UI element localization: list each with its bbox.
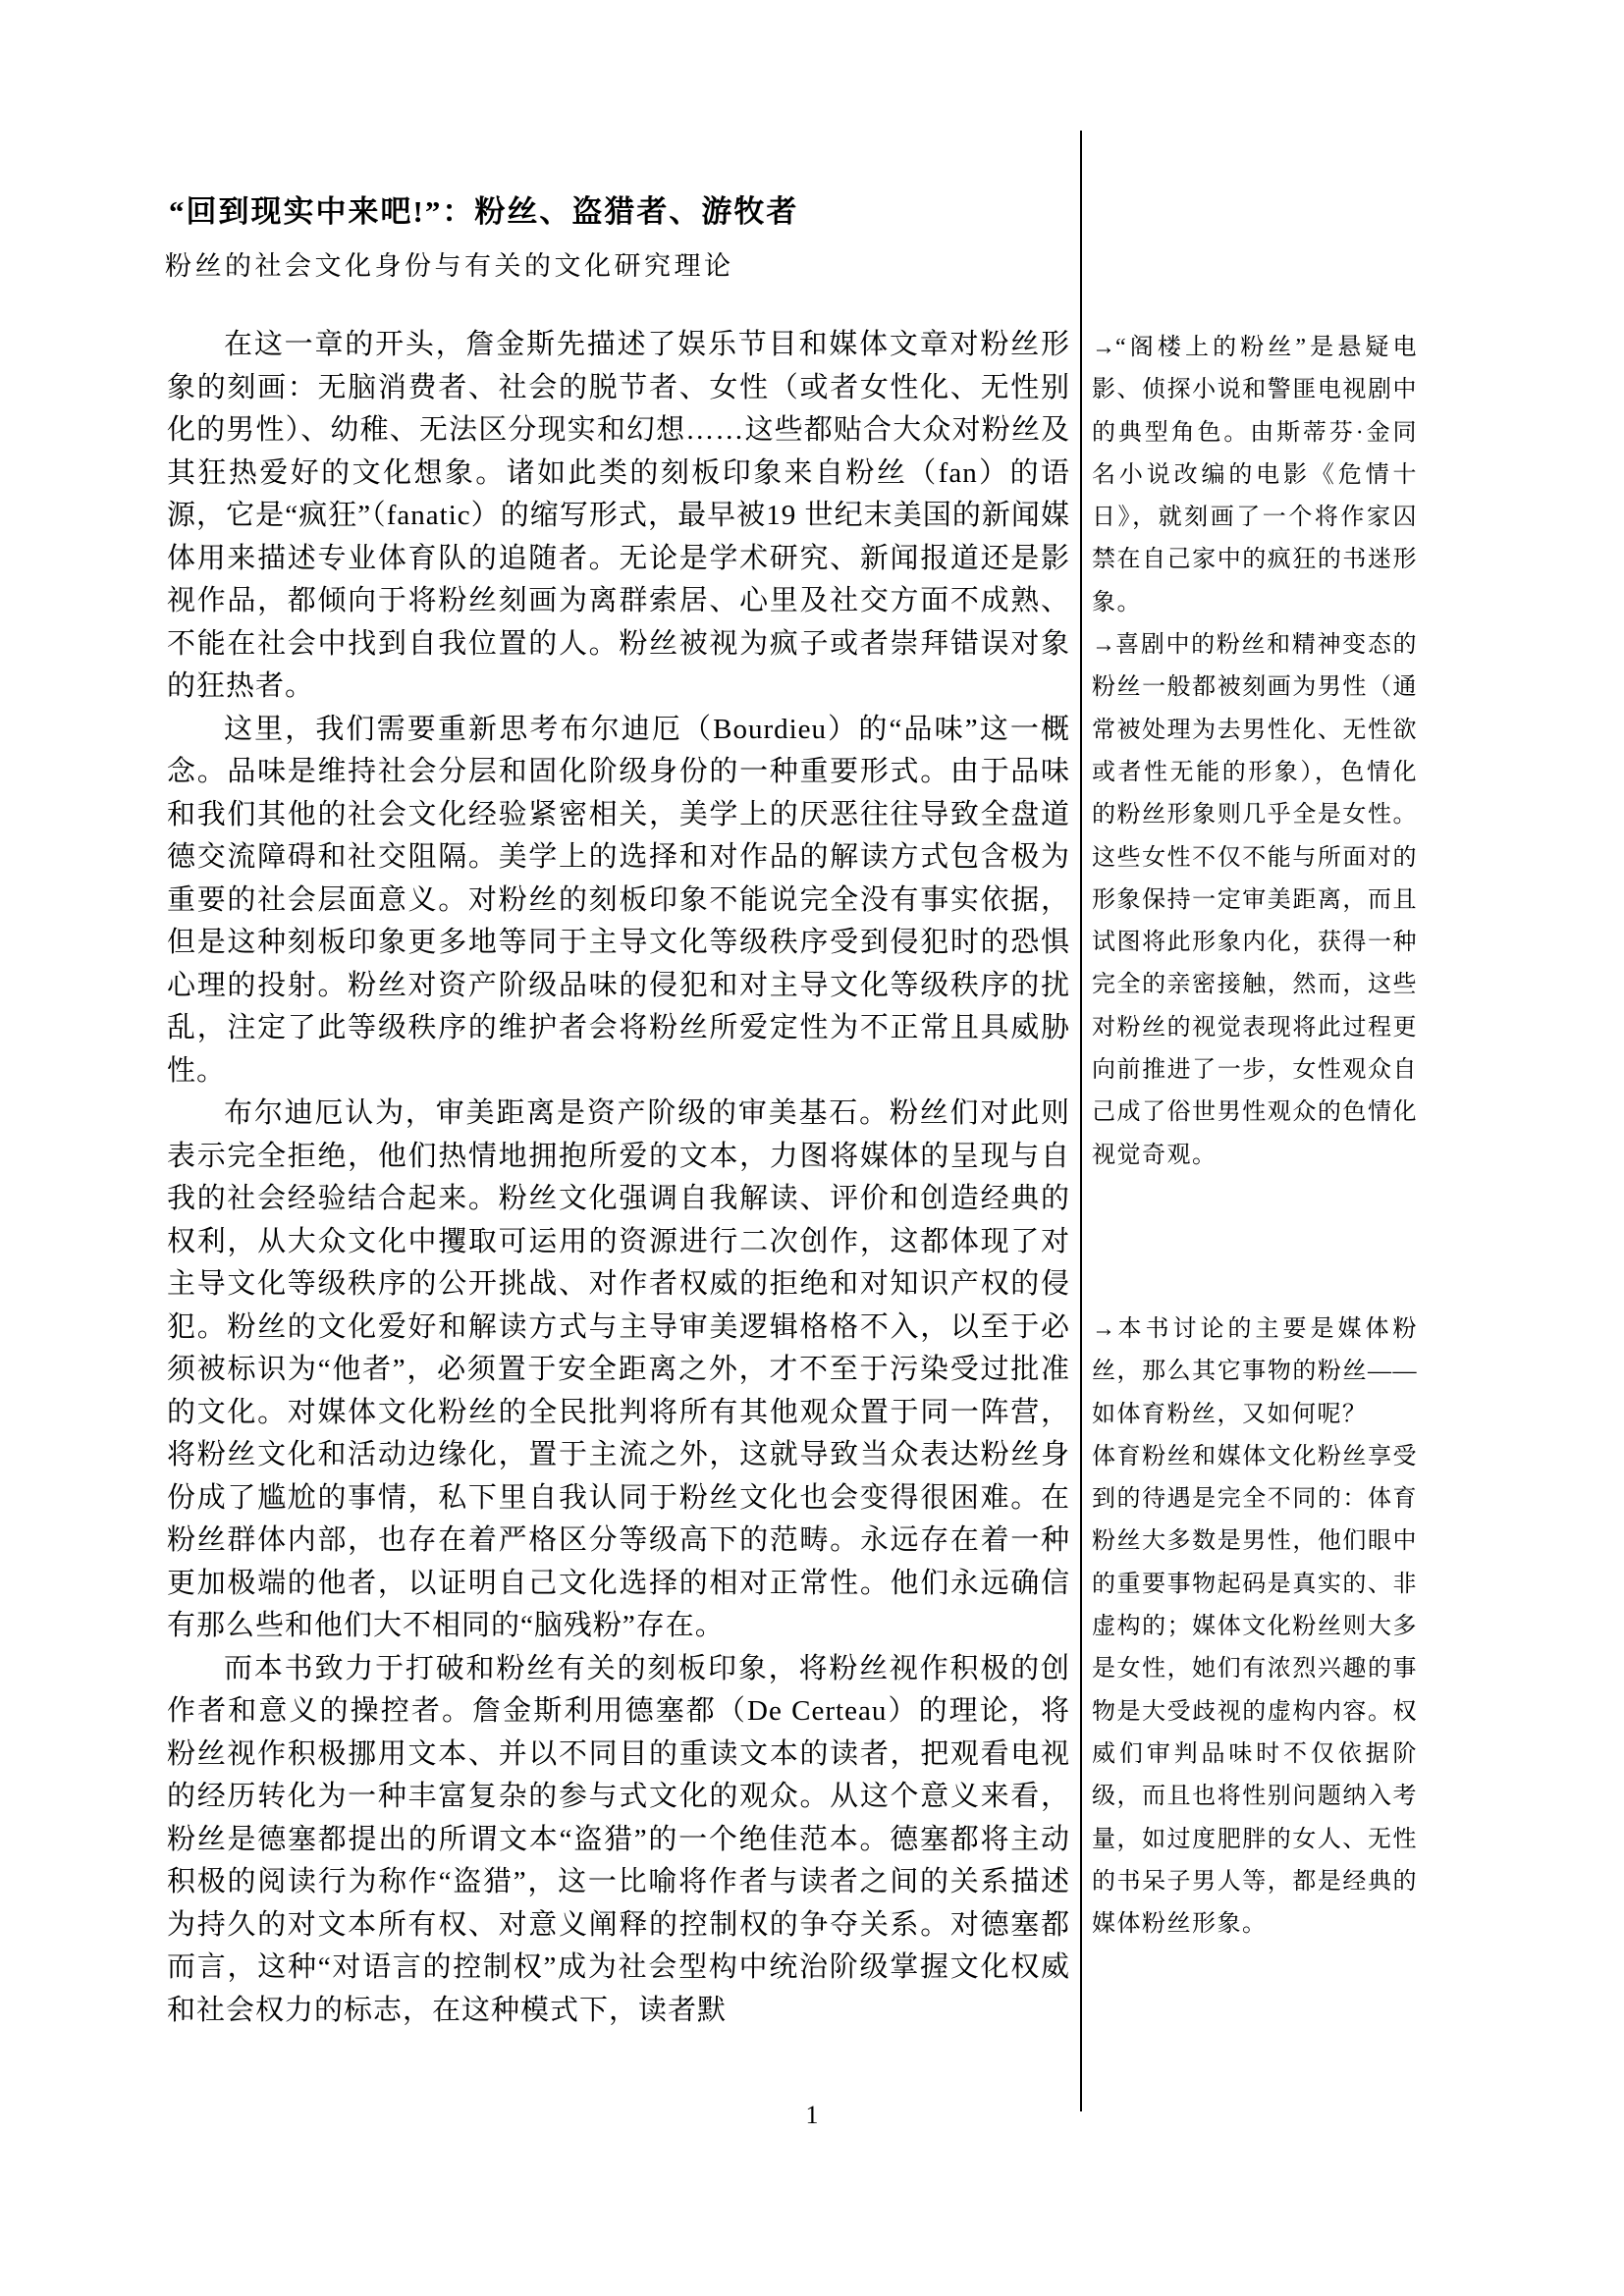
margin-notes-bottom — [1092, 1308, 1418, 1946]
margin-note-text: “阁楼上的粉丝”是悬疑电影、侦探小说和警匪电视剧中的典型角色。由斯蒂芬·金同名小说改编的电影《危情十日》，就刻画了一个将作家囚禁在自己家中的疯狂的书迷形象。 — [1092, 335, 1418, 615]
margin-note-text: 体育粉丝和媒体文化粉丝享受到的待遇是完全不同的：体育粉丝大多数是男性，他们眼中的重要事物起码是真实的、非虚构的；媒体文化粉丝则大多是女性，她们有浓烈兴趣的事物是大受歧视的虚构内容。权威们审判品味时不仅依据阶级，而且也将性别问题纳入考量，如过度肥胖的女人、无性的书呆子男人等，都是经典的媒体粉丝形象。 — [1092, 1443, 1418, 1938]
chapter-title: “回到现实中来吧!”：粉丝、盗猎者、游牧者 — [169, 194, 799, 229]
main-text-column — [167, 324, 1070, 2032]
margin-note — [1092, 624, 1418, 1177]
chapter-subtitle: 粉丝的社会文化身份与有关的文化研究理论 — [165, 251, 734, 281]
note-arrow-icon: → — [1092, 1316, 1115, 1342]
margin-note — [1092, 1308, 1418, 1436]
margin-note-text: 本书讨论的主要是媒体粉丝，那么其它事物的粉丝——如体育粉丝，又如何呢？ — [1092, 1316, 1418, 1427]
margin-notes-top — [1092, 327, 1418, 1177]
note-arrow-icon: → — [1092, 335, 1115, 360]
column-divider-line — [1080, 131, 1082, 2111]
body-paragraph: 在这一章的开头，詹金斯先描述了娱乐节目和媒体文章对粉丝形象的刻画：无脑消费者、社会的脱节者、女性（或者女性化、无性别化的男性）、幼稚、无法区分现实和幻想……这些都贴合大众对粉丝及其狂热爱好的文化想象。诸如此类的刻板印象来自粉丝（fan）的语源，它是“疯狂”（fanatic）的缩写形式，最早被19 世纪末美国的新闻媒体用来描述专业体育队的追随者。无论是学术研究、新闻报道还是影视作品，都倾向于将粉丝刻画为离群索居、心里及社交方面不成熟、不能在社会中找到自我位置的人。粉丝被视为疯子或者崇拜错误对象的狂热者。 — [167, 329, 1070, 702]
note-arrow-icon: → — [1092, 632, 1115, 659]
body-paragraph: 而本书致力于打破和粉丝有关的刻板印象，将粉丝视作积极的创作者和意义的操控者。詹金斯利用德塞都（De Certeau）的理论，将粉丝视作积极挪用文本、并以不同目的重读文本的读者，把观看电视的经历转化为一种丰富复杂的参与式文化的观众。从这个意义来看，粉丝是德塞都提出的所谓文本“盗猎”的一个绝佳范本。德塞都将主动积极的阅读行为称作“盗猎”，这一比喻将作者与读者之间的关系描述为持久的对文本所有权、对意义阐释的控制权的争夺关系。对德塞都而言，这种“对语言的控制权”成为社会型构中统治阶级掌握文化权威和社会权力的标志，在这种模式下，读者默 — [167, 1652, 1070, 2026]
body-paragraph: 这里，我们需要重新思考布尔迪厄（Bourdieu）的“品味”这一概念。品味是维持社会分层和固化阶级身份的一种重要形式。由于品味和我们其他的社会文化经验紧密相关，美学上的厌恶往往导致全盘道德交流障碍和社交阻隔。美学上的选择和对作品的解读方式包含极为重要的社会层面意义。对粉丝的刻板印象不能说完全没有事实依据，但是这种刻板印象更多地等同于主导文化等级秩序受到侵犯时的恐惧心理的投射。粉丝对资产阶级品味的侵犯和对主导文化等级秩序的扰乱，注定了此等级秩序的维护者会将粉丝所爱定性为不正常且具威胁性。 — [167, 713, 1070, 1087]
body-paragraph: 布尔迪厄认为，审美距离是资产阶级的审美基石。粉丝们对此则表示完全拒绝，他们热情地拥抱所爱的文本，力图将媒体的呈现与自我的社会经验结合起来。粉丝文化强调自我解读、评价和创造经典的权利，从大众文化中攫取可运用的资源进行二次创作，这都体现了对主导文化等级秩序的公开挑战、对作者权威的拒绝和对知识产权的侵犯。粉丝的文化爱好和解读方式与主导审美逻辑格格不入，以至于必须被标识为“他者”，必须置于安全距离之外，才不至于污染受过批准的文化。对媒体文化粉丝的全民批判将所有其他观众置于同一阵营，将粉丝文化和活动边缘化，置于主流之外，这就导致当众表达粉丝身份成了尴尬的事情，私下里自我认同于粉丝文化也会变得很困难。在粉丝群体内部，也存在着严格区分等级高下的范畴。永远存在着一种更加极端的他者，以证明自己文化选择的相对正常性。他们永远确信有那么些和他们大不相同的“脑残粉”存在。 — [167, 1097, 1070, 1641]
page-number: 1 — [805, 2101, 819, 2129]
margin-note — [1092, 327, 1418, 624]
margin-note — [1092, 1436, 1418, 1947]
margin-note-text: 喜剧中的粉丝和精神变态的粉丝一般都被刻画为男性（通常被处理为去男性化、无性欲或者性无能的形象），色情化的粉丝形象则几乎全是女性。这些女性不仅不能与所面对的形象保持一定审美距离，而且试图将此形象内化，获得一种完全的亲密接触，然而，这些对粉丝的视觉表现将此过程更向前推进了一步，女性观众自己成了俗世男性观众的色情化视觉奇观。 — [1092, 632, 1418, 1168]
